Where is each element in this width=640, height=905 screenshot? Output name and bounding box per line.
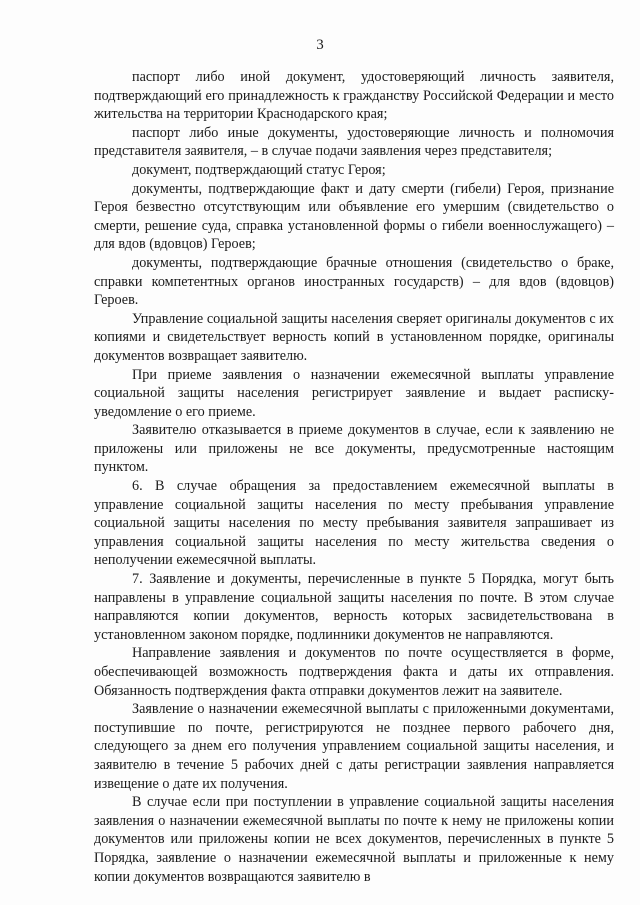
paragraph-mail-sending: Направление заявления и документов по почте осуществляется в форме, обеспечивающей возможность подтверждения факта и даты их отправления. Обязанность подтверждения факта отправки документов лежит на заявителе. (94, 645, 614, 699)
paragraph-registration: При приеме заявления о назначении ежемесячной выплаты управление социальной защиты населения регистрирует заявление и выдает расписку-уведомление о его приеме. (94, 366, 614, 420)
paragraph-item-6: 6. В случае обращения за предоставлением ежемесячной выплаты в управление социальной защиты населения по месту пребывания управление социальной защиты населения по месту пребывания заявителя запрашивает из управления социальной защиты населения по месту жительства сведения о неполучении ежемесячной выплаты. (94, 478, 614, 569)
document-body (94, 68, 614, 886)
paragraph-document-verification: Управление социальной защиты населения сверяет оригиналы документов с их копиями и свидетельствует верность копий в установленном порядке, оригиналы документов возвращает заявителю. (94, 310, 614, 364)
paragraph-representative-passport: паспорт либо иные документы, удостоверяющие личность и полномочия представителя заявителя, – в случае подачи заявления через представителя; (94, 124, 614, 160)
paragraph-marriage-documents: документы, подтверждающие брачные отношения (свидетельство о браке, справки компетентных органов иностранных государств) – для вдов (вдовцов) Героев. (94, 254, 614, 309)
paragraph-refusal: Заявителю отказывается в приеме документов в случае, если к заявлению не приложены или приложены не все документы, предусмотренные настоящим пунктом. (94, 422, 614, 476)
paragraph-mail-incomplete: В случае если при поступлении в управление социальной защиты населения заявления о назначении ежемесячной выплаты по почте к нему не приложены копии документов или приложены копии не всех документов, перечисленных в пункте 5 Порядка, заявление о назначении ежемесячной выплаты и приложенные к нему копии документов возвращаются заявителю в (94, 794, 614, 885)
paragraph-mail-registration: Заявление о назначении ежемесячной выплаты с приложенными документами, поступившие по почте, регистрируются не позднее первого рабочего дня, следующего за днем его получения управлением социальной защиты населения, и заявителю в течение 5 рабочих дней с даты регистрации заявления направляется извещение о дате их получения. (94, 701, 614, 792)
paragraph-death-documents: документы, подтверждающие факт и дату смерти (гибели) Героя, признание Героя безвестно отсутствующим или объявление его умершим (свидетельство о смерти, решение суда, справка установленной формы о гибели военнослужащего) – для вдов (вдовцов) Героев; (94, 180, 614, 253)
paragraph-item-7: 7. Заявление и документы, перечисленные в пункте 5 Порядка, могут быть направлены в управление социальной защиты населения по почте. В этом случае направляются копии документов, верность которых засвидетельствована в установленном законом порядке, подлинники документов не направляются. (94, 571, 614, 643)
page-number: 3 (316, 37, 324, 53)
paragraph-passport: паспорт либо иной документ, удостоверяющий личность заявителя, подтверждающий его принадлежность к гражданству Российской Федерации и место жительства на территории Краснодарского края; (94, 69, 614, 123)
paragraph-hero-status: документ, подтверждающий статус Героя; (132, 161, 386, 178)
